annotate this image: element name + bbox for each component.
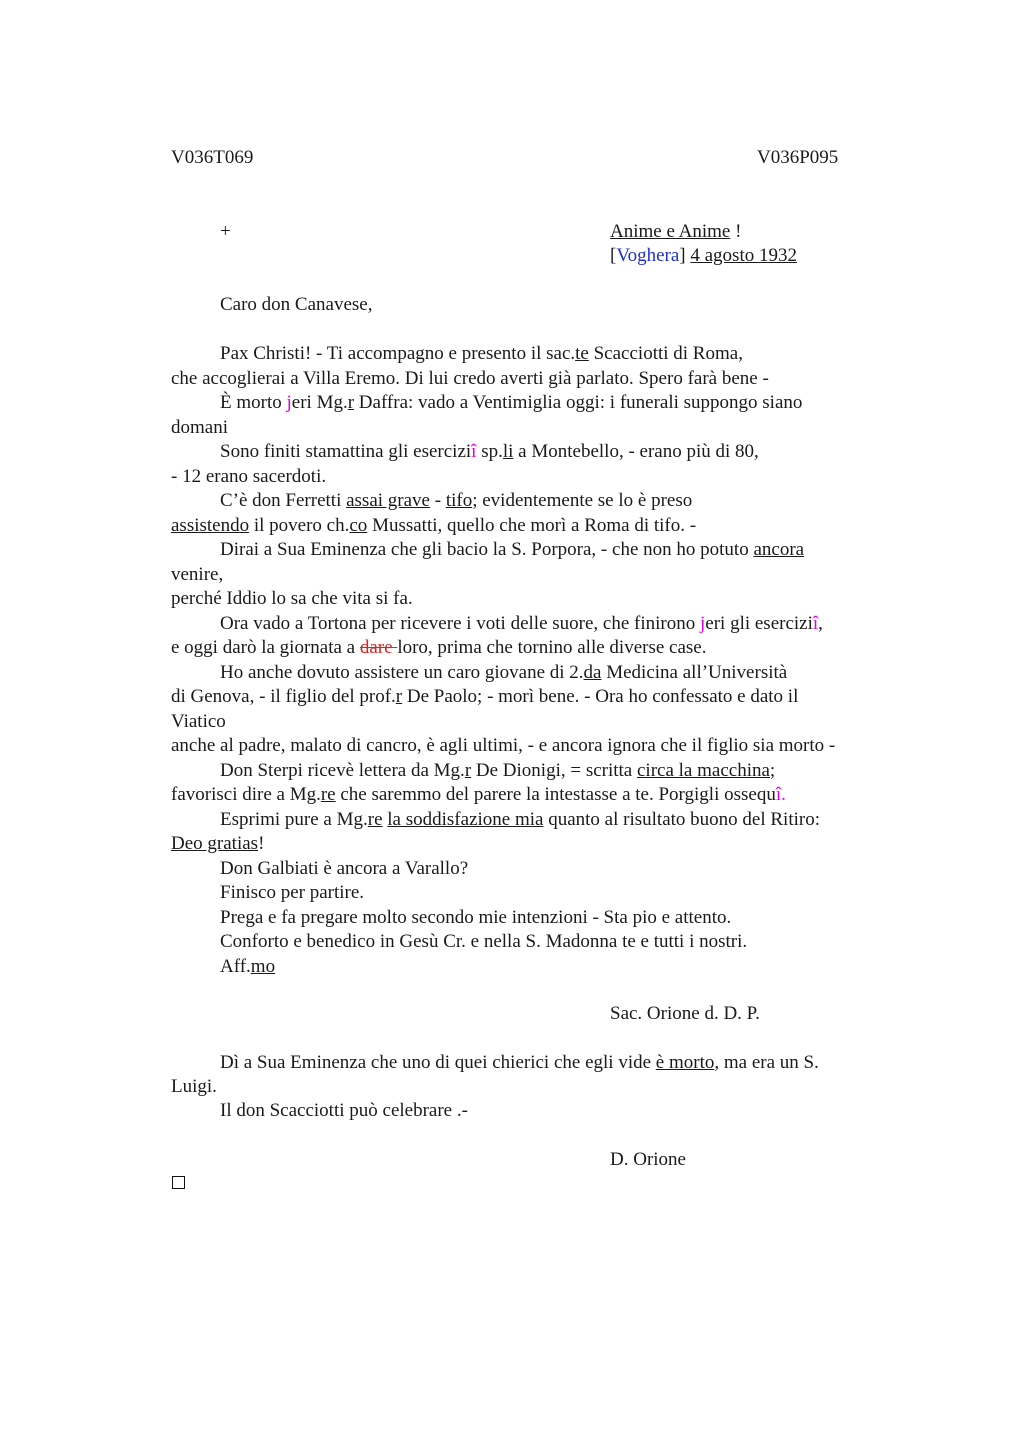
text-line: È morto jeri Mg.r Daffra: vado a Ventimiglia oggi: i funerali suppongo siano	[220, 392, 803, 413]
text-line: domani	[171, 416, 228, 438]
deleted-word: dare	[359, 637, 398, 658]
heading-motto: Anime e Anime !	[610, 221, 742, 242]
document-code-left: V036T069	[171, 147, 254, 168]
text-line: C’è don Ferretti assai grave - tifo; evidentemente se lo è preso	[220, 490, 693, 511]
text-line: di Genova, - il figlio del prof.r De Paolo; - morì bene. - Ora ho confessato e dato il	[171, 686, 799, 707]
text-line: anche al padre, malato di cancro, è agli ultimi, - e ancora ignora che il figlio sia morto -	[171, 735, 836, 756]
letter-body	[171, 342, 911, 979]
text-line: Don Galbiati è ancora a Varallo?	[220, 857, 469, 879]
salutation: Caro don Canavese,	[220, 294, 373, 315]
place-name: Voghera	[616, 245, 680, 266]
text-line: assistendo il povero ch.co Mussatti, quello che morì a Roma di tifo. -	[171, 514, 697, 536]
text-line: Deo gratias!	[171, 833, 265, 854]
text-line: Pax Christi! - Ti accompagno e presento il sac.te Scacciotti di Roma,	[220, 343, 743, 364]
signature-secondary: D. Orione	[610, 1149, 686, 1170]
text-line: Aff.mo	[220, 955, 276, 977]
document-code-right: V036P095	[757, 147, 839, 168]
end-marker-box	[172, 1176, 185, 1189]
text-line: Sono finiti stamattina gli eserciziî sp.li a Montebello, - erano più di 80,	[220, 441, 759, 462]
signature-primary: Sac. Orione d. D. P.	[610, 1003, 760, 1024]
text-line: Finisco per partire.	[220, 882, 365, 903]
text-line: Ora vado a Tortona per ricevere i voti delle suore, che finirono jeri gli eserciziî,	[220, 612, 823, 634]
postscript-line: Dì a Sua Eminenza che uno di quei chierici che egli vide è morto, ma era un S.	[220, 1052, 819, 1073]
text-line: Ho anche dovuto assistere un caro giovane di 2.da Medicina all’Università	[220, 661, 788, 683]
text-line: Viatico	[171, 710, 226, 732]
postscript-line: Il don Scacciotti può celebrare .-	[220, 1100, 468, 1121]
text-line: e oggi darò la giornata a dare loro, prima che tornino alle diverse case.	[171, 637, 707, 658]
text-line: Don Sterpi ricevè lettera da Mg.r De Dionigi, = scritta circa la macchina;	[220, 759, 776, 781]
text-line: Prega e fa pregare molto secondo mie intenzioni - Sta pio e attento.	[220, 906, 732, 928]
cross-symbol: +	[220, 221, 231, 242]
text-line: - 12 erano sacerdoti.	[171, 465, 327, 487]
text-line: Esprimi pure a Mg.re la soddisfazione mia quanto al risultato buono del Ritiro:	[220, 808, 820, 830]
heading-place-date: [Voghera] 4 agosto 1932	[610, 245, 797, 266]
text-line: Conforto e benedico in Gesù Cr. e nella S. Madonna te e tutti i nostri.	[220, 931, 748, 952]
text-line: perché Iddio lo sa che vita si fa.	[171, 588, 413, 609]
letter-date: 4 agosto 1932	[690, 245, 797, 266]
postscript-line: Luigi.	[171, 1076, 217, 1097]
text-line: favorisci dire a Mg.re che saremmo del parere la intestasse a te. Porgigli ossequî.	[171, 784, 786, 805]
text-line: venire,	[171, 563, 224, 585]
text-line: che accoglierai a Villa Eremo. Di lui credo averti già parlato. Spero farà bene -	[171, 367, 769, 389]
text-line: Dirai a Sua Eminenza che gli bacio la S. Porpora, - che non ho potuto ancora	[220, 539, 805, 560]
